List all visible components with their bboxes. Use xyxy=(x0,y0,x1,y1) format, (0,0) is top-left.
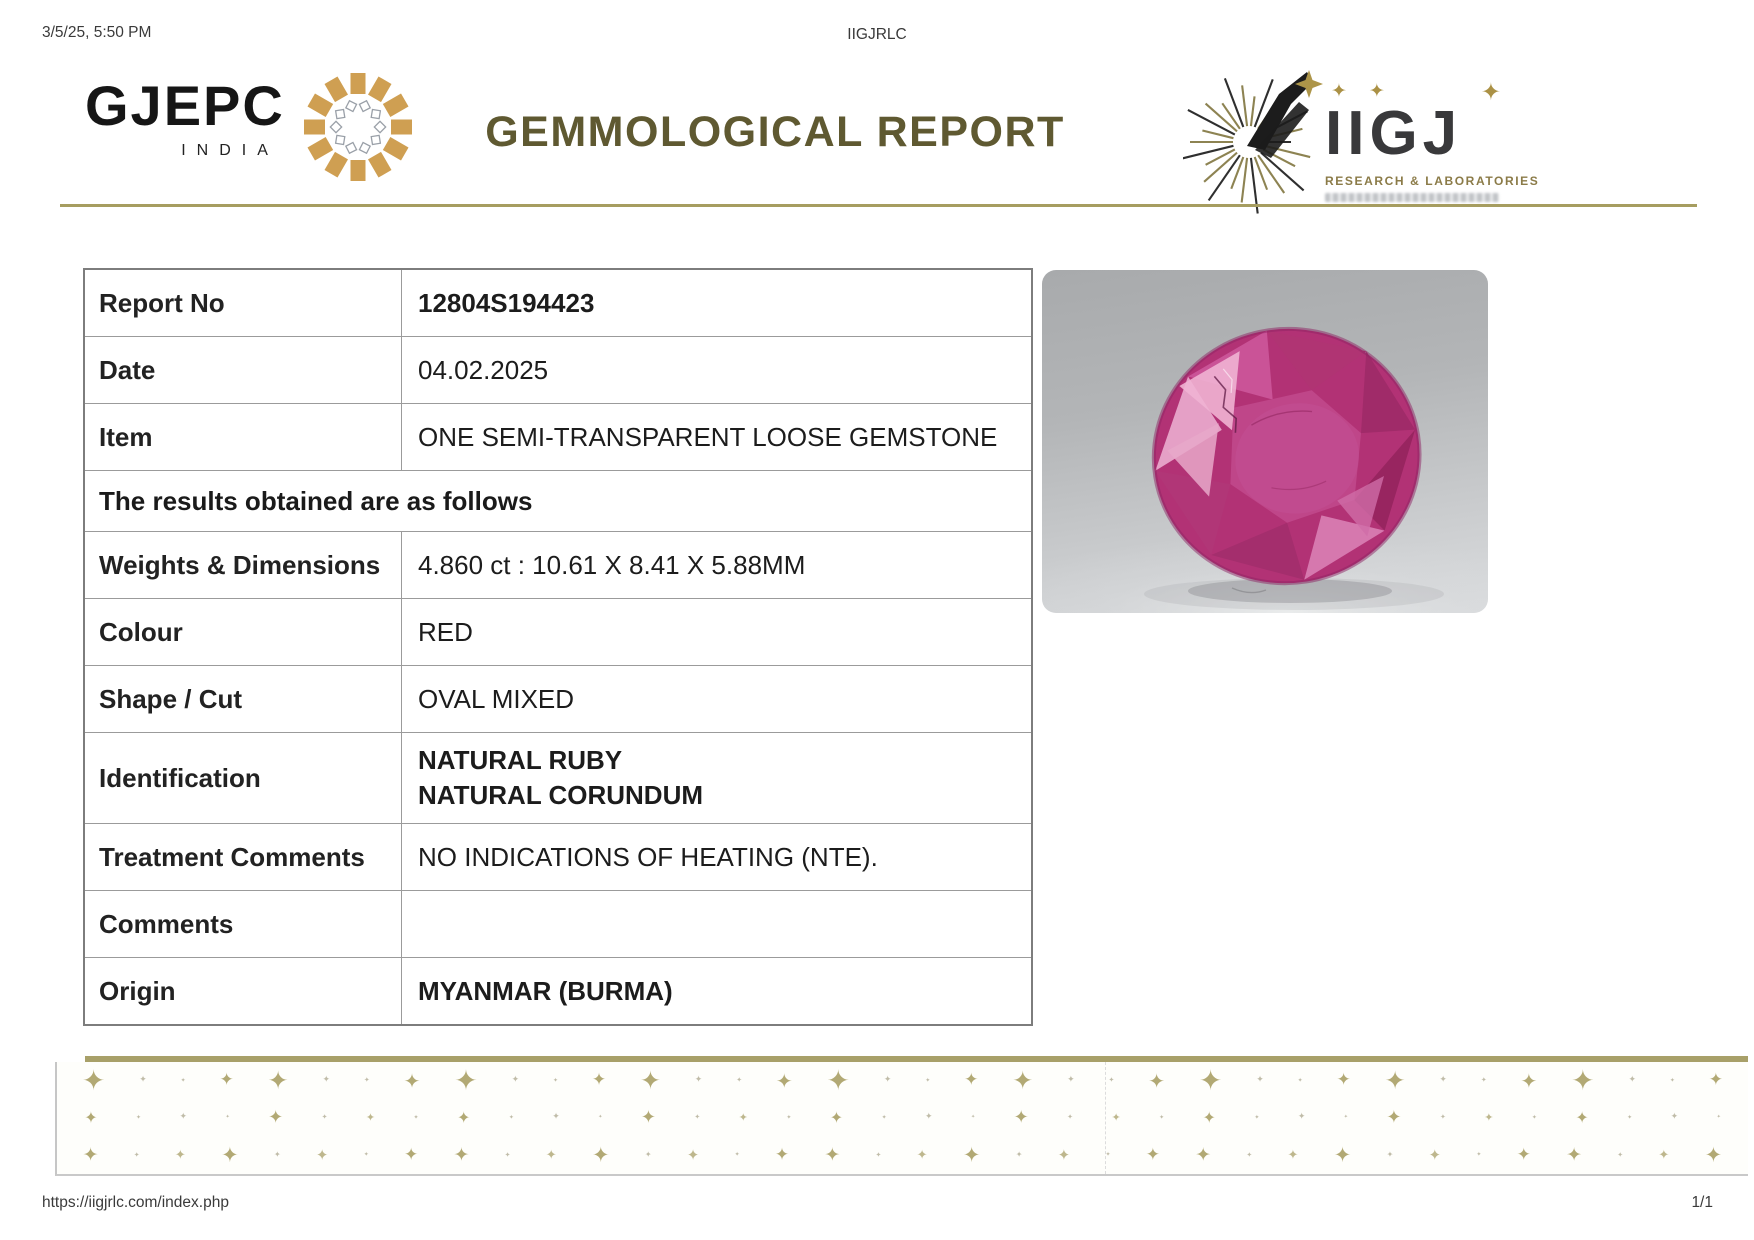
four-point-star-icon: ✦ xyxy=(504,1150,511,1159)
four-point-star-icon: ✦ xyxy=(322,1075,331,1086)
star-row xyxy=(57,1063,1748,1099)
row-value: ONE SEMI-TRANSPARENT LOOSE GEMSTONE xyxy=(418,421,998,452)
four-point-star-icon: ✦ xyxy=(552,1076,558,1084)
four-point-star-icon: ✦ xyxy=(1198,1063,1223,1097)
row-label: Comments xyxy=(85,891,402,957)
four-point-star-icon: ✦ xyxy=(267,1066,289,1096)
gemstone-image xyxy=(1042,270,1488,613)
row-value-line: NATURAL RUBY xyxy=(418,745,623,775)
four-point-star-icon: ✦ xyxy=(84,1107,98,1127)
row-value xyxy=(402,891,1031,957)
four-point-star-icon: ✦ xyxy=(1297,1112,1306,1123)
four-point-star-icon: ✦ xyxy=(1108,1076,1115,1085)
four-point-star-icon: ✦ xyxy=(1716,1114,1721,1121)
four-point-star-icon: ✦ xyxy=(365,1111,376,1125)
four-point-star-icon: ✦ xyxy=(268,1106,284,1128)
table-row xyxy=(85,403,1031,470)
four-point-star-icon: ✦ xyxy=(545,1147,557,1163)
gjepc-country-label: INDIA xyxy=(181,142,279,159)
results-section-row xyxy=(85,470,1031,531)
iigj-subtitle: RESEARCH & LABORATORIES xyxy=(1325,174,1540,188)
four-point-star-icon: ✦ xyxy=(453,1143,470,1166)
four-point-star-icon: ✦ xyxy=(1159,1113,1165,1121)
iigj-name: IIGJ xyxy=(1325,99,1463,168)
footer-url: https://iigjrlc.com/index.php xyxy=(42,1194,229,1211)
table-row xyxy=(85,732,1031,823)
four-point-star-icon: ✦ xyxy=(829,1107,844,1127)
report-table xyxy=(83,268,1033,1026)
four-point-star-icon: ✦ xyxy=(598,1114,603,1121)
iigj-tagline-blur xyxy=(1325,193,1499,202)
four-point-star-icon: ✦ xyxy=(962,1142,981,1167)
four-point-star-icon: ✦ xyxy=(1628,1075,1637,1086)
strip-seam-line xyxy=(1105,1062,1106,1174)
table-row xyxy=(85,270,1031,336)
four-point-star-icon: ✦ xyxy=(1246,1150,1253,1159)
table-row xyxy=(85,890,1031,957)
four-point-star-icon: ✦ xyxy=(221,1142,239,1167)
four-point-star-icon: ✦ xyxy=(786,1113,792,1121)
gemstone-photo xyxy=(1042,270,1488,613)
four-point-star-icon: ✦ xyxy=(552,1112,560,1123)
four-point-star-icon: ✦ xyxy=(971,1114,976,1121)
four-point-star-icon: ✦ xyxy=(734,1151,740,1159)
print-timestamp: 3/5/25, 5:50 PM xyxy=(42,24,152,41)
row-label: Date xyxy=(85,337,402,403)
four-point-star-icon: ✦ xyxy=(1575,1107,1589,1127)
four-point-star-icon: ✦ xyxy=(1439,1113,1446,1122)
table-row xyxy=(85,336,1031,403)
four-point-star-icon: ✦ xyxy=(1336,1070,1351,1091)
iigj-diamond-icons: ✦✦ xyxy=(1331,80,1407,102)
four-point-star-icon: ✦ xyxy=(413,1113,419,1121)
row-value: NO INDICATIONS OF HEATING (NTE). xyxy=(418,841,878,872)
four-point-star-icon: ✦ xyxy=(1627,1113,1633,1121)
gjepc-emblem-icon xyxy=(299,64,417,190)
four-point-star-icon: ✦ xyxy=(315,1145,329,1164)
four-point-star-icon: ✦ xyxy=(1708,1070,1724,1091)
four-point-star-icon: ✦ xyxy=(591,1070,607,1091)
four-point-star-icon: ✦ xyxy=(273,1150,281,1160)
four-point-star-icon: ✦ xyxy=(1015,1150,1023,1160)
iigj-starburst-icon xyxy=(1183,60,1333,218)
four-point-star-icon: ✦ xyxy=(133,1150,140,1159)
four-point-star-icon: ✦ xyxy=(1670,1112,1679,1123)
row-value: 12804S194423 xyxy=(418,287,595,318)
four-point-star-icon: ✦ xyxy=(1057,1145,1071,1164)
four-point-star-icon: ✦ xyxy=(363,1076,370,1085)
four-point-star-icon: ✦ xyxy=(1202,1107,1216,1127)
four-point-star-icon: ✦ xyxy=(1439,1075,1447,1086)
four-point-star-icon: ✦ xyxy=(826,1063,851,1097)
four-point-star-icon: ✦ xyxy=(925,1112,933,1123)
four-point-star-icon: ✦ xyxy=(1287,1147,1299,1163)
row-value xyxy=(402,733,1031,823)
four-point-star-icon: ✦ xyxy=(404,1144,419,1165)
row-label: Shape / Cut xyxy=(85,666,402,732)
four-point-star-icon: ✦ xyxy=(1484,1111,1494,1125)
four-point-star-icon: ✦ xyxy=(136,1113,142,1121)
four-point-star-icon: ✦ xyxy=(883,1075,892,1086)
decorative-star-border xyxy=(55,1062,1748,1176)
four-point-star-icon: ✦ xyxy=(1254,1113,1260,1121)
four-point-star-icon: ✦ xyxy=(180,1076,186,1084)
table-row xyxy=(85,823,1031,890)
results-section-header: The results obtained are as follows xyxy=(99,485,533,516)
four-point-star-icon: ✦ xyxy=(363,1151,369,1159)
four-point-star-icon: ✦ xyxy=(508,1113,514,1121)
four-point-star-icon: ✦ xyxy=(1067,1075,1075,1086)
table-row xyxy=(85,957,1031,1024)
four-point-star-icon: ✦ xyxy=(1012,1066,1034,1096)
four-point-star-icon: ✦ xyxy=(916,1147,928,1163)
four-point-star-icon: ✦ xyxy=(1067,1113,1074,1122)
four-point-star-icon: ✦ xyxy=(964,1070,979,1091)
four-point-star-icon: ✦ xyxy=(1256,1075,1264,1086)
row-value: RED xyxy=(418,616,473,647)
four-point-star-icon: ✦ xyxy=(1520,1068,1538,1093)
four-point-star-icon: ✦ xyxy=(1531,1113,1537,1121)
four-point-star-icon: ✦ xyxy=(1105,1151,1111,1159)
gjepc-wordmark xyxy=(85,74,285,160)
four-point-star-icon: ✦ xyxy=(1480,1076,1487,1085)
four-point-star-icon: ✦ xyxy=(1333,1142,1352,1167)
four-point-star-icon: ✦ xyxy=(511,1075,520,1086)
row-value: MYANMAR (BURMA) xyxy=(418,975,673,1006)
four-point-star-icon: ✦ xyxy=(1704,1142,1723,1167)
four-point-star-icon: ✦ xyxy=(694,1075,703,1086)
four-point-star-icon: ✦ xyxy=(1343,1114,1348,1121)
four-point-star-icon: ✦ xyxy=(1297,1076,1303,1084)
gjepc-name: GJEPC xyxy=(85,74,285,137)
row-value: 4.860 ct : 10.61 X 8.41 X 5.88MM xyxy=(418,549,806,580)
row-label: Weights & Dimensions xyxy=(85,532,402,598)
four-point-star-icon: ✦ xyxy=(179,1112,188,1123)
four-point-star-icon: ✦ xyxy=(1617,1150,1624,1159)
four-point-star-icon: ✦ xyxy=(1145,1144,1160,1165)
iigj-logo xyxy=(1183,58,1540,218)
row-label: Identification xyxy=(85,733,402,823)
four-point-star-icon: ✦ xyxy=(686,1145,700,1164)
row-value-line: NATURAL CORUNDUM xyxy=(418,780,704,811)
four-point-star-icon: ✦ xyxy=(174,1147,186,1163)
table-row xyxy=(85,531,1031,598)
four-point-star-icon: ✦ xyxy=(875,1150,882,1159)
four-point-star-icon: ✦ xyxy=(925,1076,931,1084)
row-label: Origin xyxy=(85,958,402,1024)
four-point-star-icon: ✦ xyxy=(1669,1076,1675,1084)
four-point-star-icon: ✦ xyxy=(694,1113,701,1122)
four-point-star-icon: ✦ xyxy=(640,1106,656,1128)
four-point-star-icon: ✦ xyxy=(454,1063,478,1097)
four-point-star-icon: ✦ xyxy=(219,1070,234,1091)
row-value: 04.02.2025 xyxy=(418,354,549,385)
four-point-star-icon: ✦ xyxy=(456,1107,471,1127)
header-divider xyxy=(60,204,1697,207)
four-point-star-icon: ✦ xyxy=(1386,1150,1394,1160)
row-label: Colour xyxy=(85,599,402,665)
four-point-star-icon: ✦ xyxy=(881,1113,887,1121)
iigj-wordmark-block xyxy=(1325,78,1540,202)
four-point-star-icon: ✦ xyxy=(1566,1143,1583,1166)
four-point-star-icon: ✦ xyxy=(403,1068,421,1093)
four-point-star-icon: ✦ xyxy=(1111,1111,1121,1125)
four-point-star-icon: ✦ xyxy=(1148,1068,1165,1093)
four-point-star-icon: ✦ xyxy=(644,1150,652,1160)
four-point-star-icon: ✦ xyxy=(1476,1151,1482,1159)
iigj-top-star-icon: ✦ xyxy=(1480,78,1501,106)
four-point-star-icon: ✦ xyxy=(81,1063,106,1097)
four-point-star-icon: ✦ xyxy=(1516,1144,1531,1165)
row-label: Treatment Comments xyxy=(85,824,402,890)
table-row xyxy=(85,665,1031,732)
four-point-star-icon: ✦ xyxy=(824,1143,841,1166)
four-point-star-icon: ✦ xyxy=(321,1113,328,1122)
four-point-star-icon: ✦ xyxy=(1013,1106,1029,1128)
row-label: Report No xyxy=(85,270,402,336)
row-value: OVAL MIXED xyxy=(418,683,575,714)
table-row xyxy=(85,598,1031,665)
four-point-star-icon: ✦ xyxy=(738,1111,748,1125)
four-point-star-icon: ✦ xyxy=(1571,1063,1595,1097)
four-point-star-icon: ✦ xyxy=(1658,1147,1670,1163)
star-row xyxy=(57,1137,1748,1173)
four-point-star-icon: ✦ xyxy=(639,1066,661,1096)
four-point-star-icon: ✦ xyxy=(139,1075,147,1086)
four-point-star-icon: ✦ xyxy=(225,1114,230,1121)
four-point-star-icon: ✦ xyxy=(1386,1106,1402,1128)
four-point-star-icon: ✦ xyxy=(1428,1145,1442,1164)
row-label: Item xyxy=(85,404,402,470)
four-point-star-icon: ✦ xyxy=(1195,1143,1212,1166)
four-point-star-icon: ✦ xyxy=(591,1142,610,1167)
four-point-star-icon: ✦ xyxy=(774,1144,790,1165)
gjepc-logo xyxy=(85,74,417,190)
page-number: 1/1 xyxy=(1691,1194,1713,1211)
page-title: GEMMOLOGICAL REPORT xyxy=(485,108,1065,156)
star-row xyxy=(57,1100,1748,1136)
four-point-star-icon: ✦ xyxy=(1384,1066,1406,1096)
four-point-star-icon: ✦ xyxy=(82,1143,99,1166)
four-point-star-icon: ✦ xyxy=(775,1068,793,1093)
print-page-title: IIGJRLC xyxy=(847,26,907,43)
four-point-star-icon: ✦ xyxy=(736,1076,743,1085)
